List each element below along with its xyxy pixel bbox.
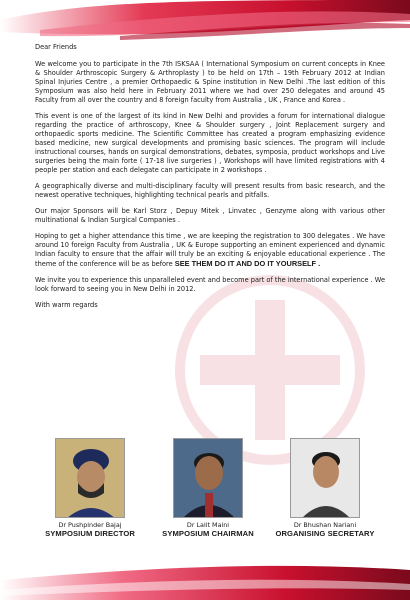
paragraph-sponsors: Our major Sponsors will be Karl Storz , Depuy Mitek , Linvatec , Genzyme along with various other multinational & Indian Surgical Companies . [35, 207, 385, 224]
paragraph-faculty: A geographically diverse and multi-disciplinary faculty will present results from basic research, and the newest operative techniques, highlighting technical pearls and pitfalls. [35, 182, 385, 199]
paragraph-attendance [35, 232, 385, 269]
person-card [270, 438, 380, 538]
person-name: Dr Pushpinder Bajaj [58, 521, 122, 529]
paragraph-event: This event is one of the largest of its kind in New Delhi and provides a forum for international dialogue regarding the practice of arthroscopy, Knee & Shoulder surgery , Joint Replacement surgery and orthopaedic sports medicine. The Scientific Committee has created a program emphasizing evidence based medicine, new surgical developments and promising basic sciences. The program will include instructional courses, hands on surgical demonstrations, debates, symposia, product workshops and Live surgeries being the main forte ( 17-18 live surgeries ) , Workshops will have limited registrations with 4 people per station and each delegate can participate in 2 workshops . [35, 112, 385, 174]
person-name: Dr Lalit Maini [186, 521, 230, 529]
welcome-letter [35, 43, 385, 317]
conference-theme: SEE THEM DO IT AND DO IT YOURSELF . [174, 259, 321, 268]
portrait-photo [173, 438, 243, 518]
organisers-section [35, 438, 380, 548]
portrait-photo [290, 438, 360, 518]
person-role: ORGANISING SECRETARY [275, 529, 375, 538]
person-card [153, 438, 263, 538]
attendance-text: Hoping to get a higher attendance this time , we are keeping the registration to 300 delegates . We have around 10 foreign Faculty from Australia , UK & Europe supporting an eminent experienced and dynamic Indian faculty to ensure that the affair will truly be an exciting & enjoyable educational experience . The theme of the conference will be as before [35, 232, 385, 268]
person-name: Dr Bhushan Nariani [293, 521, 357, 529]
person-role: SYMPOSIUM CHAIRMAN [162, 529, 254, 538]
portrait-photo [55, 438, 125, 518]
salutation: Dear Friends [35, 43, 77, 51]
bottom-red-swoosh [0, 540, 410, 600]
closing: With warm regards [35, 301, 98, 309]
paragraph-intro: We welcome you to participate in the 7th ISKSAA ( International Symposium on current concepts in Knee & Shoulder Arthroscopic Surgery & Arthroplasty ) to be held on 17th – 19th February 2012 at Indian Spinal Injuries Centre , a premier Orthopaedic & Spine institution in New Delhi .The last edition of this Symposium was also held here in February 2011 where we had over 250 delegates and around 45 Faculty from all over the country and 8 foreign faculty from Australia , UK , France and Korea . [35, 60, 385, 104]
person-card [35, 438, 145, 538]
paragraph-invite: We invite you to experience this unparalleled event and become part of the international experience . We look forward to seeing you in New Delhi in 2012. [35, 276, 385, 293]
person-role: SYMPOSIUM DIRECTOR [45, 529, 135, 538]
